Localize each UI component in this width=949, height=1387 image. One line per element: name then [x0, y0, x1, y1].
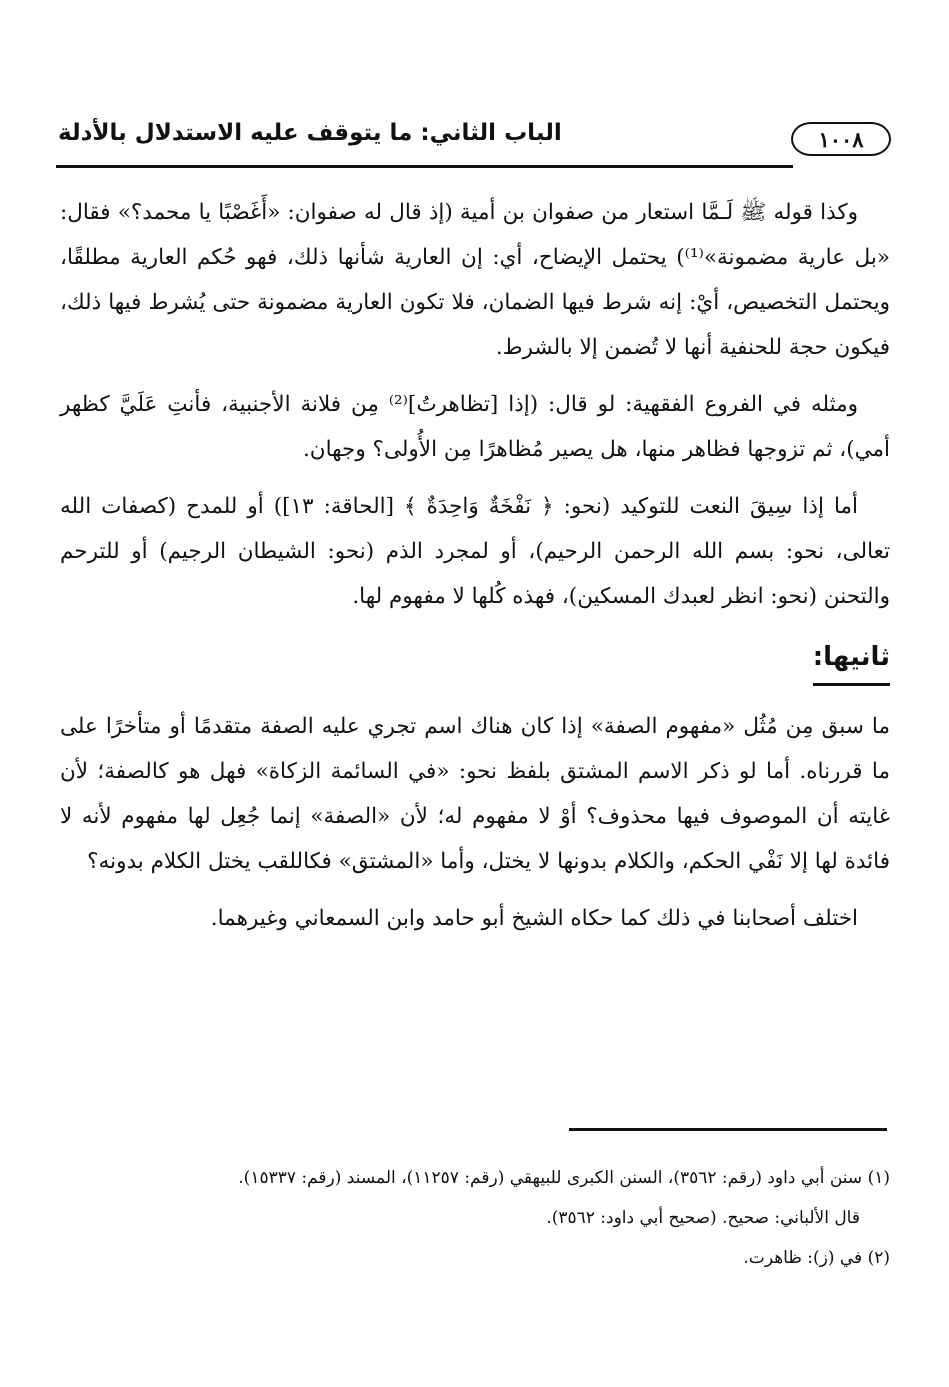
header-divider [56, 165, 793, 168]
footnotes [60, 1158, 890, 1278]
paragraph-4: ما سبق مِن مُثُل «مفهوم الصفة» إذا كان هناك اسم تجري عليه الصفة متقدمًا أو متأخرًا على ما قررناه. أما لو ذكر الاسم المشتق بلفظ نحو: «في السائمة الزكاة» فهل هو كالصفة؛ لأن غايته أن الموصوف فيها محذوف؟ أوْ لا مفهوم له؛ لأن «الصفة» إنما جُعِل لها مفهوم لأنه لا فائدة لها إلا نَفْي الحكم، والكلام بدونها لا يختل، وأما «المشتق» فكاللقب يختل الكلام بدونه؟ [60, 714, 890, 874]
footnote-1: (١) سنن أبي داود (رقم: ٣٥٦٢)، السنن الكبرى للبيهقي (رقم: ١١٢٥٧)، المسند (رقم: ١٥٣٣٧). [238, 1168, 890, 1188]
footnote-2: (٢) في (ز): ظاهرت. [743, 1248, 890, 1268]
paragraph-1: وكذا قوله ﷺ لَـمَّا استعار من صفوان بن أمية (إذ قال له صفوان: «أَغَصْبًا يا محمد؟» فقال: «بل عارية مضمونة»⁽¹⁾) يحتمل الإيضاح، أي: إن العارية شأنها ذلك، فهو حُكم العارية مطلقًا، ويحتمل التخصيص، أيْ: إنه شرط فيها الضمان، فلا تكون العارية مضمونة حتى يُشرط فيها ذلك، فيكون حجة للحنفية أنها لا تُضمن إلا بالشرط. [60, 200, 890, 360]
footnote-1-continuation: قال الألباني: صحيح. (صحيح أبي داود: ٣٥٦٢). [546, 1208, 860, 1228]
main-text [60, 190, 890, 953]
page-header [58, 118, 891, 162]
paragraph-5: اختلف أصحابنا في ذلك كما حكاه الشيخ أبو حامد وابن السمعاني وغيرهما. [210, 906, 858, 931]
paragraph-3: أما إذا سِيقَ النعت للتوكيد (نحو: ﴿ نَفْخَةٌ وَاحِدَةٌ ﴾ [الحاقة: ١٣]) أو للمدح (كصفات الله تعالى، نحو: بسم الله الرحمن الرحيم)، أو لمجرد الذم (نحو: الشيطان الرجيم) أو للترحم والتحنن (نحو: انظر لعبدك المسكين)، فهذه كُلها لا مفهوم لها. [60, 494, 890, 609]
running-title: الباب الثاني: ما يتوقف عليه الاستدلال بالأدلة [58, 120, 562, 146]
page-number: ١٠٠٨ [818, 126, 864, 152]
page-number-badge [791, 122, 891, 156]
section-heading: ثانيها: [813, 631, 890, 686]
paragraph-2: ومثله في الفروع الفقهية: لو قال: (إذا [تظاهرتُ]⁽²⁾ مِن فلانة الأجنبية، فأنتِ عَلَيَّ كظهر أمي)، ثم تزوجها فظاهر منها، هل يصير مُظاهرًا مِن الأُولى؟ وجهان. [60, 392, 890, 462]
footnote-divider [569, 1128, 887, 1131]
